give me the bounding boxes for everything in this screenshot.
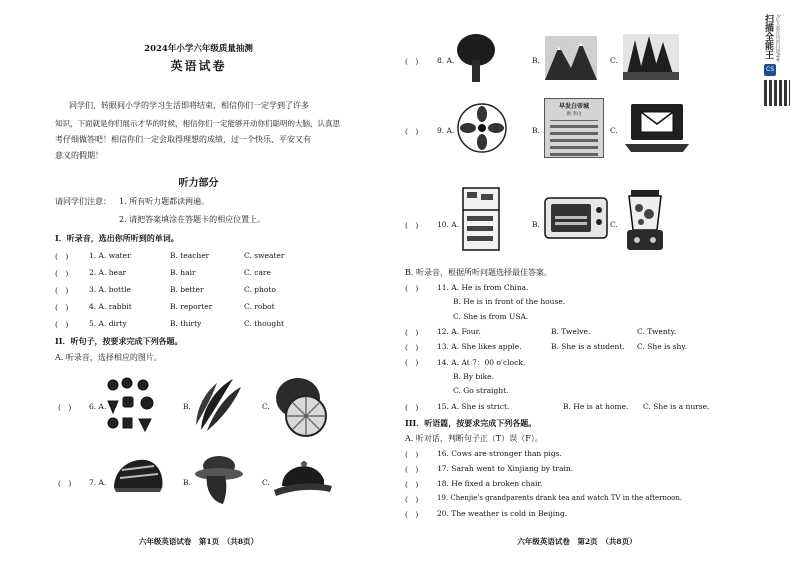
q6-option-c: C. [262,402,270,411]
poem-text-lines [550,120,598,156]
intro-line-2: 知识，下面就是你们展示才华的时候，相信你们一定能够开动你们聪明的大脑，认真思 [55,119,340,128]
section-title: 听力部分 [178,178,219,189]
q1-option-b: B. teacher [170,251,210,260]
intro-line-3: 考仔细做答吧！相信你们一定会取得理想的成绩，过一个快乐、平安又有 [55,135,311,144]
laptop-email-icon [623,100,689,156]
exam-title: 2024年小学六年级质量抽测 [144,44,253,54]
mountains-icon [545,36,597,80]
part2-heading: II．听句子，按要求完成下列各题。 [55,336,183,346]
part1-heading: I．听录音，选出你所听到的单词。 [55,233,179,243]
q17-bracket[interactable]: ( ) [405,465,419,474]
q9-bracket[interactable]: ( ) [405,127,419,136]
q6-option-b: B. [183,402,191,411]
flower-pattern-icon [457,100,507,156]
leaves-icon [193,375,243,433]
intro-line-1: 同学们，转眼间小学的学习生活即将结束，相信你们一定学到了许多 [69,101,309,110]
q5-option-b: B. thirty [170,319,202,328]
q2-bracket[interactable]: ( ) [55,269,69,278]
scanner-watermark [760,0,794,120]
exam-subtitle: 英语试卷 [170,59,227,73]
q10-option-b: B. [532,220,540,229]
q3-bracket[interactable]: ( ) [55,286,69,295]
q2-option-a: 2. A. hear [89,268,127,277]
poem-card [544,98,604,158]
q8-option-c: C. [610,56,618,65]
blender-icon [623,188,667,254]
sweets-icon [103,375,159,433]
right-page [397,0,794,561]
q9-option-b: B. [532,126,540,135]
q15-bracket[interactable]: ( ) [405,403,419,412]
baseball-cap-icon [272,456,334,502]
q4-option-c: C. robot [244,302,275,311]
q16-bracket[interactable]: ( ) [405,450,419,459]
qr-code-icon [764,80,790,106]
bike-helmet-icon [110,454,166,500]
q10-option-c: C. [610,220,618,229]
q4-option-b: B. reporter [170,302,213,311]
q7-label: 7. A. [89,478,107,487]
q17-statement: 17. Sarah went to Xinjiang by train. [437,464,574,473]
part3-heading: III．听语篇，按要求完成下列各题。 [405,418,537,428]
q13-option-a: 13. A. She likes apple. [437,342,522,351]
q20-bracket[interactable]: ( ) [405,510,419,519]
fridge-icon [461,186,501,252]
q2-option-b: B. hair [170,268,196,277]
q1-option-a: 1. A. water [89,251,131,260]
q9-label: 9. A. [437,126,455,135]
notes-label: 请同学们注意： [55,197,111,206]
q8-option-b: B. [532,56,540,65]
q2-option-c: C. care [244,268,271,277]
q19-statement: 19. Chenjie's grandparents drank tea and watch TV in the afternoon. [437,494,683,502]
q3-option-a: 3. A. bottle [89,285,131,294]
q14-bracket[interactable]: ( ) [405,358,419,367]
q13-option-b: B. She is a student. [551,342,625,351]
q5-option-c: C. thought [244,319,285,328]
q7-bracket[interactable]: ( ) [58,479,72,488]
q15-option-b: B. He is at home. [563,402,629,411]
q18-statement: 18. He fixed a broken chair. [437,479,543,488]
q8-bracket[interactable]: ( ) [405,57,419,66]
scanner-tagline: 3亿人都在用的扫描App [775,14,780,62]
q7-option-c: C. [262,478,270,487]
notes-line-2: 2. 请把答案填涂在答题卡的相应位置上。 [119,215,266,224]
forest-icon [623,34,679,80]
q11-option-c: C. She is from USA. [453,312,529,321]
intro-line-4: 意义的假期！ [55,151,103,160]
q20-statement: 20. The weather is cold in Beijing. [437,509,568,518]
q1-option-c: C. sweater [244,251,285,260]
q15-option-c: C. She is a nurse. [643,402,710,411]
q4-option-a: 4. A. rabbit [89,302,132,311]
q12-option-b: B. Twelve. [551,327,591,336]
q11-option-a: 11. A. He is from China. [437,283,529,292]
scanner-logo-icon: CS [764,64,776,76]
q6-label: 6. A. [89,402,107,411]
q14-option-a: 14. A. At 7：00 o'clock. [437,358,526,367]
q10-label: 10. A. [437,220,460,229]
q14-option-c: C. Go straight. [453,386,509,395]
sun-hat-icon [193,450,245,506]
q12-option-c: C. Twenty. [637,327,677,336]
q13-option-c: C. She is shy. [637,342,687,351]
q7-option-b: B. [183,478,191,487]
partB-heading: B. 听录音，根据所听问题选择最佳答案。 [405,268,552,277]
poem-title: 早发白帝城 [558,103,589,110]
q11-option-b: B. He is in front of the house. [453,297,566,306]
left-footer: 六年级英语试卷 第1页 （共8页） [138,537,259,546]
part3-subheading: A. 听对话，判断句子正（T）误（F）。 [405,434,543,443]
part2-subheading: A. 听录音，选择相应的图片。 [55,353,162,362]
q3-option-c: C. photo [244,285,276,294]
q15-option-a: 15. A. She is strict. [437,402,510,411]
q13-bracket[interactable]: ( ) [405,343,419,352]
q4-bracket[interactable]: ( ) [55,303,69,312]
oven-icon [543,194,609,242]
scanner-brand: 扫描全能王 [763,14,773,59]
q9-option-c: C. [610,126,618,135]
q10-bracket[interactable]: ( ) [405,221,419,230]
q5-bracket[interactable]: ( ) [55,320,69,329]
q14-option-b: B. By bike. [453,372,494,381]
q12-option-a: 12. A. Four. [437,327,481,336]
notes-line-1: 1. 所有听力题都读两遍。 [119,197,210,206]
q3-option-b: B. better [170,285,204,294]
q8-label: 8. A. [437,56,455,65]
q18-bracket[interactable]: ( ) [405,480,419,489]
q19-bracket[interactable]: ( ) [405,495,419,504]
q6-bracket[interactable]: ( ) [58,403,72,412]
q12-bracket[interactable]: ( ) [405,328,419,337]
q16-statement: 16. Cows are stronger than pigs. [437,449,562,458]
tree-icon [455,32,497,84]
poem-author: 唐·李白 [566,112,582,117]
q5-option-a: 5. A. dirty [89,319,127,328]
lemon-icon [272,372,330,438]
q1-bracket[interactable]: ( ) [55,252,69,261]
right-footer: 六年级英语试卷 第2页 （共8页） [517,537,637,546]
q11-bracket[interactable]: ( ) [405,284,419,293]
